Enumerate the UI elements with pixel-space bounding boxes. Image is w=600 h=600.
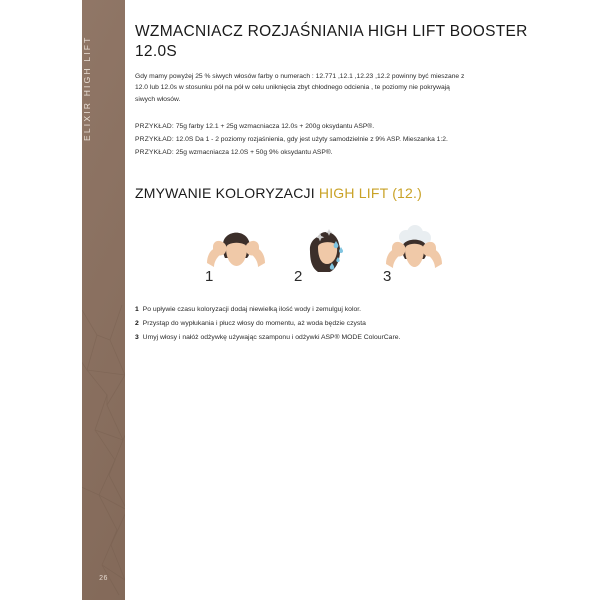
instruction-number: 1 xyxy=(135,306,139,314)
example-label: PRZYKŁAD: xyxy=(135,149,174,157)
instruction-text: Po upływie czasu koloryzacji dodaj niewielką ilość wody i zemulguj kolor. xyxy=(140,306,362,314)
instruction-number: 3 xyxy=(135,334,139,342)
instruction-item xyxy=(135,331,555,345)
steps-illustration xyxy=(135,217,555,286)
section-heading xyxy=(135,185,555,201)
step-3 xyxy=(381,217,447,286)
crackle-texture-icon xyxy=(82,300,125,600)
example-text: 25g wzmacniacza 12.0S + 50g 9% oksydantu ASP®. xyxy=(173,149,333,157)
example-line xyxy=(135,146,555,159)
example-line xyxy=(135,120,555,133)
example-label: PRZYKŁAD: xyxy=(135,136,174,144)
instruction-number: 2 xyxy=(135,320,139,328)
sidebar-label: ELIXIR HIGH LIFT xyxy=(82,35,92,141)
section-heading-main: ZMYWANIE KOLORYZACJI xyxy=(135,185,319,202)
step-number: 2 xyxy=(294,268,303,286)
example-line xyxy=(135,133,555,146)
instructions-list xyxy=(135,303,555,345)
section-heading-accent: HIGH LIFT (12.) xyxy=(318,185,422,202)
instruction-item xyxy=(135,317,555,331)
instruction-text: Przystąp do wypłukania i płucz włosy do momentu, aż woda będzie czysta xyxy=(140,320,366,328)
page-content xyxy=(135,0,555,600)
page-title: WZMACNIACZ ROZJAŚNIANIA HIGH LIFT BOOSTER 12.0S xyxy=(135,23,528,60)
step-number: 3 xyxy=(383,268,392,286)
examples-list xyxy=(135,120,555,159)
example-label: PRZYKŁAD: xyxy=(135,123,174,131)
step-1 xyxy=(203,217,269,286)
sidebar xyxy=(82,0,125,600)
example-text: 75g farby 12.1 + 25g wzmacniacza 12.0s + 200g oksydantu ASP®. xyxy=(173,123,375,131)
page-number: 26 xyxy=(99,575,108,582)
intro-paragraph: Gdy mamy powyżej 25 % siwych włosów farby o numerach : 12.771 ,12.1 ,12.23 ,12.2 powinny być mieszane z 12.0 lub 12.0s w stosunku pół na pół w celu uniknięcia zbyt chłodnego odcienia , te poziomy nie pokrywają siwych włosów. xyxy=(135,72,465,103)
instruction-text: Umyj włosy i nałóż odżywkę używając szamponu i odżywki ASP® MODE ColourCare. xyxy=(140,334,401,342)
step-2 xyxy=(292,217,358,286)
example-text: 12.0S Da 1 - 2 poziomy rozjaśnienia, gdy jest użyty samodzielnie z 9% ASP. Mieszanka 1:2. xyxy=(173,136,448,144)
instruction-item xyxy=(135,303,555,317)
step-number: 1 xyxy=(205,268,214,286)
